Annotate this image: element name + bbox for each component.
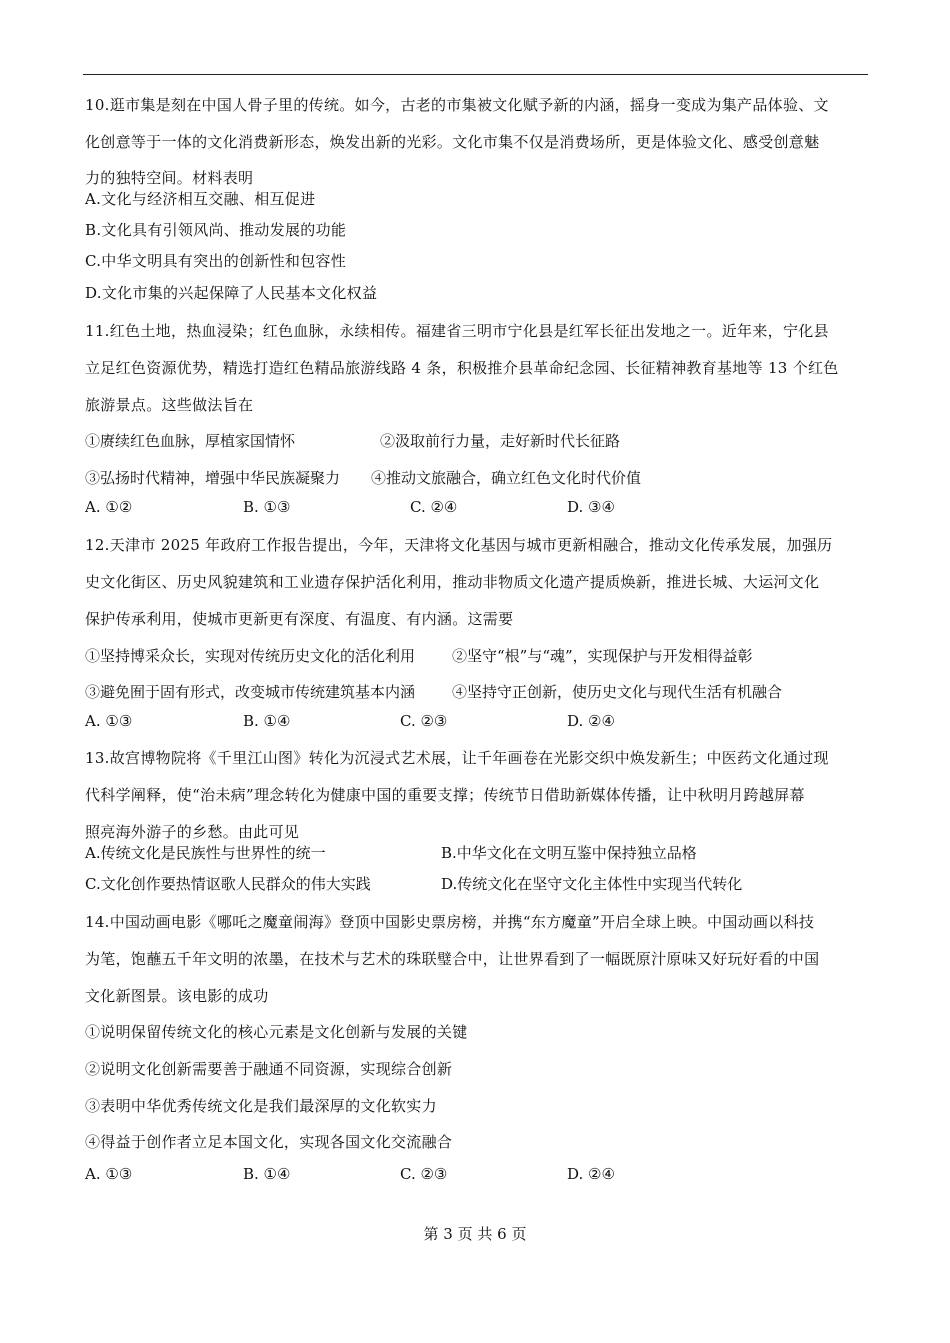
q11-option-d: D. ③④ [567,498,615,516]
q14-item-1: ①说明保留传统文化的核心元素是文化创新与发展的关键 [85,1023,468,1041]
q10-option-c: C.中华文明具有突出的创新性和包容性 [85,252,347,270]
q12-stem-line-2: 史文化街区、历史风貌建筑和工业遗存保护活化利用，推动非物质文化遗产提质焕新，推进长城、大运河文化 [85,573,820,591]
q10-option-b: B.文化具有引领风尚、推动发展的功能 [85,221,347,239]
q10-stem-line-1: 10.逛市集是刻在中国人骨子里的传统。如今，古老的市集被文化赋予新的内涵，摇身一变成为集产品体验、文 [85,96,829,114]
q14-item-4: ④得益于创作者立足本国文化，实现各国文化交流融合 [85,1133,453,1151]
q11-item-3: ③弘扬时代精神，增强中华民族凝聚力 [85,469,341,487]
q14-stem-line-2: 为笔，饱蘸五千年文明的浓墨，在技术与艺术的珠联璧合中，让世界看到了一幅既原汁原味又好玩好看的中国 [85,950,820,968]
q10-stem-line-2: 化创意等于一体的文化消费新形态，焕发出新的光彩。文化市集不仅是消费场所，更是体验文化、感受创意魅 [85,133,820,151]
page-footer: 第 3 页 共 6 页 [423,1225,527,1243]
q12-item-4: ④坚持守正创新，使历史文化与现代生活有机融合 [452,683,783,701]
q12-item-2: ②坚守“根”与“魂”，实现保护与开发相得益彰 [452,647,753,665]
q11-item-1: ①赓续红色血脉，厚植家国情怀 [85,432,296,450]
q11-option-c: C. ②④ [410,498,458,516]
header-rule [83,74,868,75]
q12-item-1: ①坚持博采众长，实现对传统历史文化的活化利用 [85,647,416,665]
q13-option-b: B.中华文化在文明互鉴中保持独立品格 [441,844,697,862]
q12-option-d: D. ②④ [567,712,615,730]
q11-option-b: B. ①③ [243,498,291,516]
q11-item-2: ②汲取前行力量，走好新时代长征路 [380,432,621,450]
q10-stem-line-3: 力的独特空间。材料表明 [85,169,254,187]
q10-option-d: D.文化市集的兴起保障了人民基本文化权益 [85,284,378,302]
q12-stem-line-3: 保护传承利用，使城市更新更有深度、有温度、有内涵。这需要 [85,610,514,628]
q11-option-a: A. ①② [85,498,133,516]
q13-option-a: A.传统文化是民族性与世界性的统一 [85,844,326,862]
q11-stem-line-2: 立足红色资源优势，精选打造红色精品旅游线路 4 条，积极推介县革命纪念园、长征精神教育基地等 13 个红色 [85,359,839,377]
q14-stem-line-1: 14.中国动画电影《哪吒之魔童闹海》登顶中国影史票房榜，并携“东方魔童”开启全球上映。中国动画以科技 [85,913,815,931]
q14-item-2: ②说明文化创新需要善于融通不同资源，实现综合创新 [85,1060,453,1078]
q14-option-b: B. ①④ [243,1165,291,1183]
q13-option-c: C.文化创作要热情讴歌人民群众的伟大实践 [85,875,371,893]
q12-option-a: A. ①③ [85,712,133,730]
q14-option-a: A. ①③ [85,1165,133,1183]
q13-option-d: D.传统文化在坚守文化主体性中实现当代转化 [441,875,743,893]
q12-option-c: C. ②③ [400,712,448,730]
q13-stem-line-3: 照亮海外游子的乡愁。由此可见 [85,823,300,841]
q14-item-3: ③表明中华优秀传统文化是我们最深厚的文化软实力 [85,1097,437,1115]
q14-option-c: C. ②③ [400,1165,448,1183]
q13-stem-line-2: 代科学阐释，使“治未病”理念转化为健康中国的重要支撑；传统节日借助新媒体传播，让中秋明月跨越屏幕 [85,786,805,804]
q12-option-b: B. ①④ [243,712,291,730]
q11-stem-line-3: 旅游景点。这些做法旨在 [85,396,254,414]
q14-option-d: D. ②④ [567,1165,615,1183]
q12-stem-line-1: 12.天津市 2025 年政府工作报告提出，今年，天津将文化基因与城市更新相融合，推动文化传承发展，加强历 [85,536,833,554]
q13-stem-line-1: 13.故宫博物院将《千里江山图》转化为沉浸式艺术展，让千年画卷在光影交织中焕发新生；中医药文化通过现 [85,749,829,767]
q11-item-4: ④推动文旅融合，确立红色文化时代价值 [371,469,642,487]
q12-item-3: ③避免囿于固有形式，改变城市传统建筑基本内涵 [85,683,416,701]
q11-stem-line-1: 11.红色土地，热血浸染；红色血脉，永续相传。福建省三明市宁化县是红军长征出发地之一。近年来，宁化县 [85,322,829,340]
q10-option-a: A.文化与经济相互交融、相互促进 [85,190,316,208]
q14-stem-line-3: 文化新图景。该电影的成功 [85,987,269,1005]
